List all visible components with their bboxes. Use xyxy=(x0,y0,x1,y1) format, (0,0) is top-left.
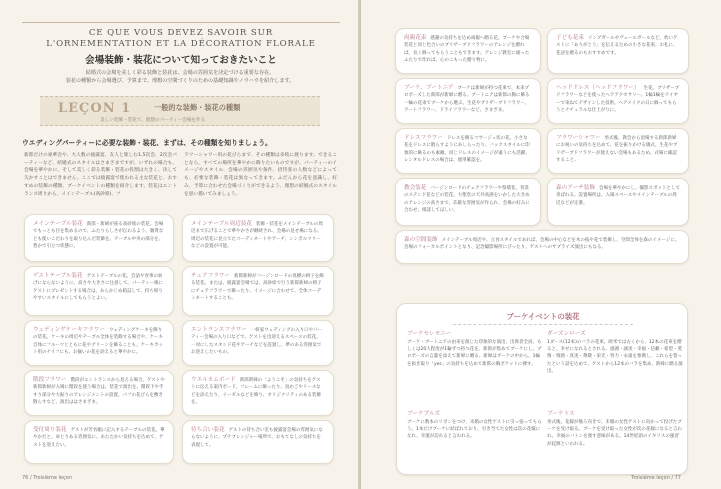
card-welcome-board xyxy=(182,370,334,416)
card-guest-table xyxy=(24,266,174,316)
french-title-line-1: CE QUE VOUS DEVEZ SAVOIR SUR xyxy=(88,28,274,38)
lecon-band xyxy=(40,96,320,126)
body-column-right: ラワーシャワー用の花びらまで、その種類は多岐に渡ります。できることなら、すべての場所を華やかに飾りたいものですが、パーティーのイメージやスタイル、会場の雰囲気や条件、招待客の人数などによっても、必要な装飾・装花は異なってきます。ふだんから花を意識し、好み、予算に合わせた会場づくりができるよう、理想の結婚式のスタイルを思い描いてみましょう。 xyxy=(184,153,337,197)
card-parents-bouquet xyxy=(395,28,541,74)
card-body: ドレスを飾るコサージュ状の花。小さな花をドレスに散らすようにあしらったり、バックスタイルに印象的に飾るのも素敵。同じドレスのイメージが違うにも活躍。レンタルドレスの場合は、使用確認を。 xyxy=(404,136,530,164)
card-reception-flower xyxy=(24,420,174,464)
card-title: フラワーシャワー xyxy=(556,135,601,141)
card-body: 感謝の気持ちを込め両親へ贈る花。ブーケや合場装花と同じ色合いのブリザーブドフラワーのアレンジを贈れば、長く飾ってもらうこともできます。アレンジ教室に通ったふたりで作れば、心のこもった贈り物に。 xyxy=(404,36,530,64)
right-page xyxy=(361,0,721,489)
card-body: ブーケは新婦が持つ花束で、本来プロポーズした新郎が新婦に贈る。ブートニアは新郎の胸に飾る一輪の花束でブーケから選ぶ。生花やブリザーブドフラワー、アートフラワー、ドライフラワーなど、さまざま。 xyxy=(404,86,530,114)
card-flower-shower xyxy=(547,128,689,174)
card-title: ヘッドドレス（ヘッドフラワー） xyxy=(556,85,640,91)
card-main-table xyxy=(24,214,174,262)
card-entrance-flower xyxy=(182,320,334,366)
card-waiting-room-flower xyxy=(182,420,334,464)
section-heading: ウエディングパーティーに必要な装飾・装花、まずは、その種類を知りましょう。 xyxy=(22,139,272,147)
item-body: ブーケに数本のリボンをつけ、未婚の女性ゲストに引っ張ってもらう。1本だけブーケに結ばれており、引き当てた女性は次の花嫁になれ、幸運が訪れると言われる。 xyxy=(407,420,542,440)
card-title: ウェディングケーキフラワー xyxy=(33,327,105,333)
item-body: ブーケ・ブートニアの由来を演じた印象的な演出。出席者全員、もしくは20人程度が1輪ずつ持つ花を、新郎が集めてブーケにし、プロポーズの言葉を添えて新婦に贈る。新婦はブーケの中から、1輪を抜き取り「yes」の気持ちを込めて新郎の胸ポケットに挿す。 xyxy=(407,340,542,367)
card-headdress xyxy=(547,78,689,124)
top-rule xyxy=(22,22,340,23)
item-title: ブーケプルズ xyxy=(407,411,441,417)
bouquet-events-panel xyxy=(396,303,688,475)
card-body: リングガールやヴェールガールなど、幼いゲストに「ありがとう」を伝えるための小さな花束。お礼に、花冠を贈るのもおすすめです。 xyxy=(556,36,678,56)
item-body: 挙式後、花嫁が後ろ向きで、未婚の女性ゲストに向かって投げたブーケを受け取る。ブーケを受け取った女性が次の花嫁になると言われ、幸福のバトンを渡す意味がある。14世紀頃のイギリスの風習が起源といわれる。 xyxy=(547,420,682,447)
body-column-left: 新郎だけの豪華会や、大人数の披露宴、友人と楽しむ1.5次会、2次会パーティーなど、結婚式のスタイルはさまざまですが、いずれの場合も、会場を華やかに、そして美しく彩る装飾・装花の役割は大きく、決して欠かすことはできません。ここでは披露宴で使われる主な装花と、おすすめの装飾の種類、ブーケイベントの種類を紹介します。装花はエントランス周りから、メインテーブル(高砂席)、フ xyxy=(24,153,177,197)
card-body: 生花、ブリザーブドフラワーなどを使ったヘアアクセサリー。1輪1輪をワイヤーで束ねてデザインした技術。ヘアメイクの日に飾ってもらうとナチュラルな仕上がりに。 xyxy=(556,86,680,114)
bouquet-events-rule xyxy=(453,324,633,325)
card-body: 会場を華やかにし、撮影スポットとして喜ばれる。設置場所は、入場スペースやメインテーブルの周辺などが定番。 xyxy=(556,186,680,206)
card-title: ブーケ、ブートニア xyxy=(404,85,454,91)
dozen-roses xyxy=(547,330,683,375)
card-title: エントランスフラワー xyxy=(191,327,247,333)
lecon-number: LEÇON 1 xyxy=(58,101,132,116)
card-title: チェアフラワー xyxy=(191,273,230,279)
card-forest-arch xyxy=(547,178,689,226)
card-stair-flower xyxy=(24,370,174,416)
japanese-title: 会場装飾・装花について知っておきたいこと xyxy=(85,55,277,66)
card-title: 子ども花束 xyxy=(556,35,584,41)
card-body: 階段がエントランスから見える場合、ゲストや新郎新婦が入場に階段を使う場合は、装花で演出を。階段下や手すり部分や大振りのアレンジメントの設置、パフの花びらを敷き散らすなど、演出ははさまざま。 xyxy=(33,378,165,406)
card-body: メインテーブル周辺や、立食スタイルであれば、会場の中心などを木の枝や花で装飾し、空間全体を森のイメージに。会場のフォーカルポイントとなり、記念撮影場所にぴったり。ゲストへのサプライズ演出にもなる。 xyxy=(404,238,680,251)
page-number-left: 76 / Troisième leçon xyxy=(22,475,72,481)
card-chair-flower xyxy=(182,266,334,316)
item-title: ダーズンローズ xyxy=(547,331,586,337)
card-body: 一軒家ウェディングの入り口やパーティー会場の入り口などで、ゲストを出迎えるスペースの装花。一対にしたスタンド花やアーチなどを設置し、夢のある雰囲気でお迎えしたいもの。 xyxy=(191,328,323,356)
card-body: 新郎・新婦が座る高砂席の装花。会場でもっとも目を集めるので、ふたりらしさが伝わるよう、雑貨なども使いこだわりを取り込んだ装飾を。テーブル中央の部分を、豊かで引立つ状態に。 xyxy=(33,222,164,250)
card-body: ゲストが芳名帳に記入するテーブルの装花。華やかだと、ゆとりある雰囲気に。あたたかい気持ちを込めて、ゲストを迎えたい。 xyxy=(33,428,165,448)
card-main-table-surround xyxy=(182,214,334,262)
bouquet-events-title: ブーケイベントの装花 xyxy=(506,312,580,321)
intro-text xyxy=(34,70,326,86)
card-church-flower xyxy=(395,178,541,226)
card-title: 森のアーチ装飾 xyxy=(556,185,595,191)
card-body: 挙式後、教会から退場する新郎新婦にお祝いの気持ちを込めて、花を振りかける儀式。生花やブリザーブドフラワーが使えない会場もあるため、式場に確認すること。 xyxy=(556,136,678,164)
card-cake-flower xyxy=(24,320,174,366)
card-title: メインテーブル周辺装花 xyxy=(191,221,252,227)
card-body: ウェディングケーキを飾りの装花。ケーキの周辺やテーブル全体を装飾する場合や、ケーキ自体にフルーツとともに花やグリーンを飾ることも。ケーキカット用のナイフにも、お揃いの花を添えると華やかに。 xyxy=(33,328,164,356)
card-body: ゲストテーブルの花。会話や食事の妨げにならないように、高さや大きさに注意して。パーティー後にゲストにプレゼントする場合は、あらかじめ箱詰して、持ち帰りやすいスタイルにしてもらうとよい。 xyxy=(33,274,164,302)
card-title: メインテーブル装花 xyxy=(33,221,83,227)
card-children-bouquet xyxy=(547,28,689,74)
card-forest-space xyxy=(395,230,689,264)
card-title: ドレスフラワー xyxy=(404,135,443,141)
card-title: ウエルカムボード xyxy=(191,377,236,383)
item-body: 1ダース(12本)のバラの花束。欧米では古くから、12本の花束を贈ると、幸せになれるとされる。感謝・誠実・幸福・信頼・希望・愛情・情熱・真実・尊敬・栄光・努力・永遠を象徴し、これらを誓ったという話を込めて、ゲストから12本のバラを集め、新婦に贈る演出。 xyxy=(547,340,683,374)
bouquet-toss xyxy=(547,410,683,448)
page-number-right: Troisième leçon / 77 xyxy=(631,475,681,481)
card-title: 両親花束 xyxy=(404,35,427,41)
card-title: 森の空間装飾 xyxy=(404,237,438,243)
card-body: ゲストの待ち合い室も披露宴会場の雰囲気にならないように、プチブレンジャー場所で、おもてなしの気持ちを表現して。 xyxy=(191,428,323,448)
card-title: 階段フラワー xyxy=(33,377,67,383)
left-page xyxy=(0,0,360,489)
card-title: 受付周り装花 xyxy=(33,427,67,433)
card-bouquet-boutonniere xyxy=(395,78,541,124)
bouquet-pulls xyxy=(407,410,543,441)
card-body: バージンロードのチェアフラワーや祭壇花、背景のステンド花などの装花。大聖堂の天井高感をいかした大きめのアレンジの高さまで、荘厳な雰囲気が作られ、会場の好みに合わせ、相談してほしい。 xyxy=(404,186,530,214)
card-title: 教会装花 xyxy=(404,185,427,191)
lecon-heading: 一般的な装飾・装花の種類 xyxy=(154,103,241,112)
intro-line-1: 結婚式の会場を美しく彩る装飾と装花は、会場の雰囲気を決定づける重要な存在。 xyxy=(85,70,275,76)
bouquet-ceremony xyxy=(407,330,543,368)
card-title: 待ち合い装花 xyxy=(191,427,225,433)
lecon-subheading: 美しい装飾・装花で、理想のパーティー会場を作る xyxy=(100,118,206,123)
item-title: ブーケセレモニー xyxy=(407,331,452,337)
card-body: 装飾・装花をメインテーブルの周辺まで広げることで華やかさが継続され、会場の見せ場になる。周辺の装花に見立てたコーディネートやアーチ、シンボルツリーなどの設置が可能。 xyxy=(191,222,323,250)
french-title-line-2: L'ORNEMENTATION ET LA DÉCORATION FLORALE xyxy=(46,39,316,49)
item-title: ブーケトス xyxy=(547,411,575,417)
intro-line-2: 装花の種類から会場選び、予算まで、理想の空間づくりのための基礎知識やノウハウを紹介します。 xyxy=(65,77,295,84)
card-dress-flower xyxy=(395,128,541,174)
card-title: ゲストテーブル装花 xyxy=(33,273,83,279)
card-body: 新郎新婦の「ようこそ」の気持ちをゲストに伝える案内ボード。フレームに飾ったり、鳥かごやリースなどを添えたり、イーゼルなどを飾り、オリジナリティのある装飾を。 xyxy=(191,378,321,406)
card-body: 新郎新婦がバージンロードの真横の椅子を飾る装花。または、披露宴会場では、高砂席で行う新郎新婦の椅子にチェアフラワーで飾ったり、イメージに合わせて、全体コーディネートすることも。 xyxy=(191,274,324,302)
